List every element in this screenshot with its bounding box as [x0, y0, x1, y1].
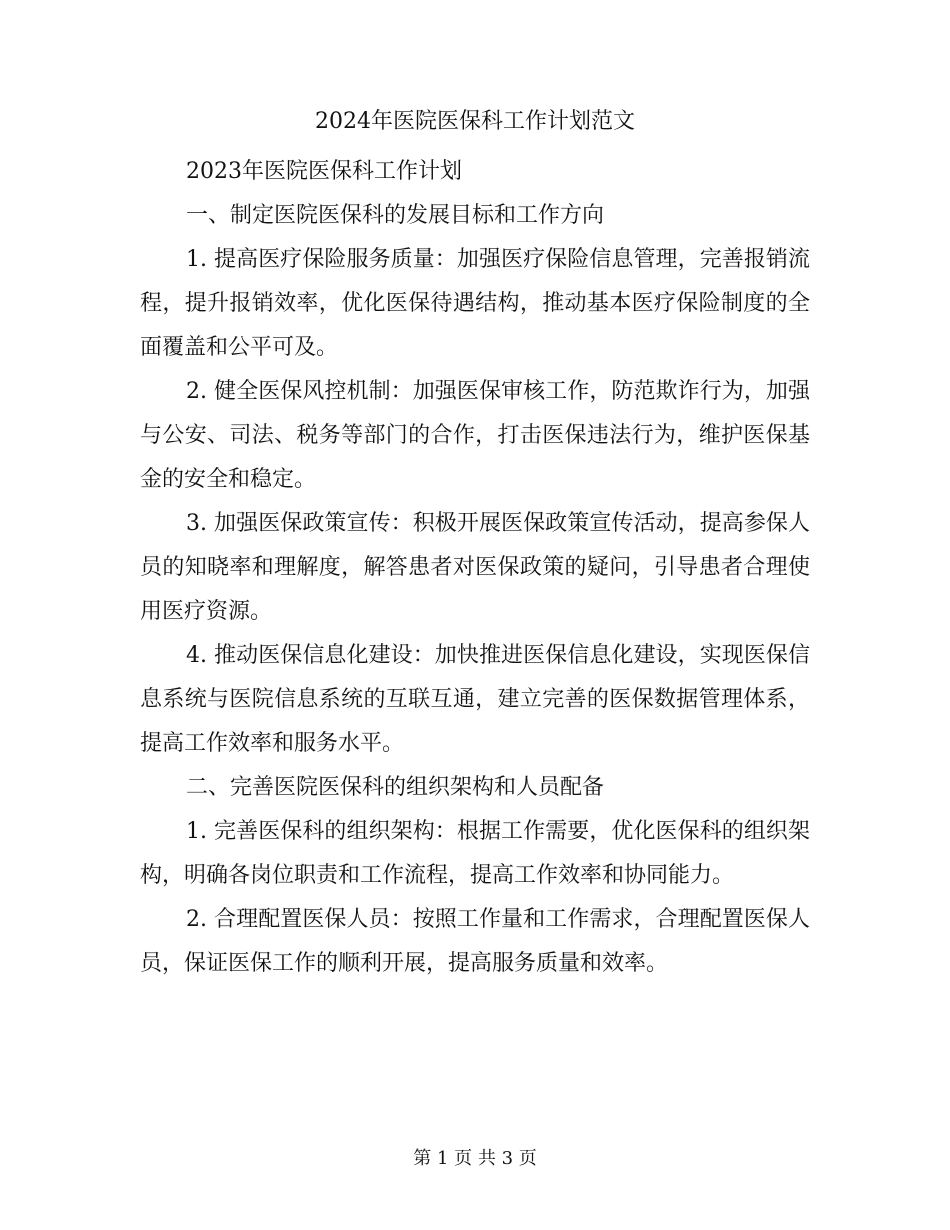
- paragraph-1-3: 3. 加强医保政策宣传：积极开展医保政策宣传活动，提高参保人员的知晓率和理解度，解答患者对医保政策的疑问，引导患者合理使用医疗资源。: [140, 511, 810, 624]
- section-heading-1: 一、制定医院医保科的发展目标和工作方向: [186, 203, 605, 228]
- section-heading-2: 二、完善医院医保科的组织架构和人员配备: [186, 775, 605, 800]
- paragraph-1-2: 2. 健全医保风控机制：加强医保审核工作，防范欺诈行为，加强与公安、司法、税务等部门的合作，打击医保违法行为，维护医保基金的安全和稳定。: [140, 379, 810, 492]
- page-footer: 第 1 页 共 3 页: [413, 1148, 537, 1169]
- document-body: [140, 150, 810, 986]
- subtitle-paragraph: 2023年医院医保科工作计划: [186, 159, 462, 184]
- paragraph-2-1: 1. 完善医保科的组织架构：根据工作需要，优化医保科的组织架构，明确各岗位职责和工作流程，提高工作效率和协同能力。: [140, 819, 810, 888]
- paragraph-1-4: 4. 推动医保信息化建设：加快推进医保信息化建设，实现医保信息系统与医院信息系统的互联互通，建立完善的医保数据管理体系，提高工作效率和服务水平。: [140, 643, 810, 756]
- paragraph-2-2: 2. 合理配置医保人员：按照工作量和工作需求，合理配置医保人员，保证医保工作的顺利开展，提高服务质量和效率。: [140, 907, 810, 976]
- document-title: 2024年医院医保科工作计划范文: [315, 109, 635, 134]
- paragraph-1-1: 1. 提高医疗保险服务质量：加强医疗保险信息管理，完善报销流程，提升报销效率，优化医保待遇结构，推动基本医疗保险制度的全面覆盖和公平可及。: [140, 247, 810, 360]
